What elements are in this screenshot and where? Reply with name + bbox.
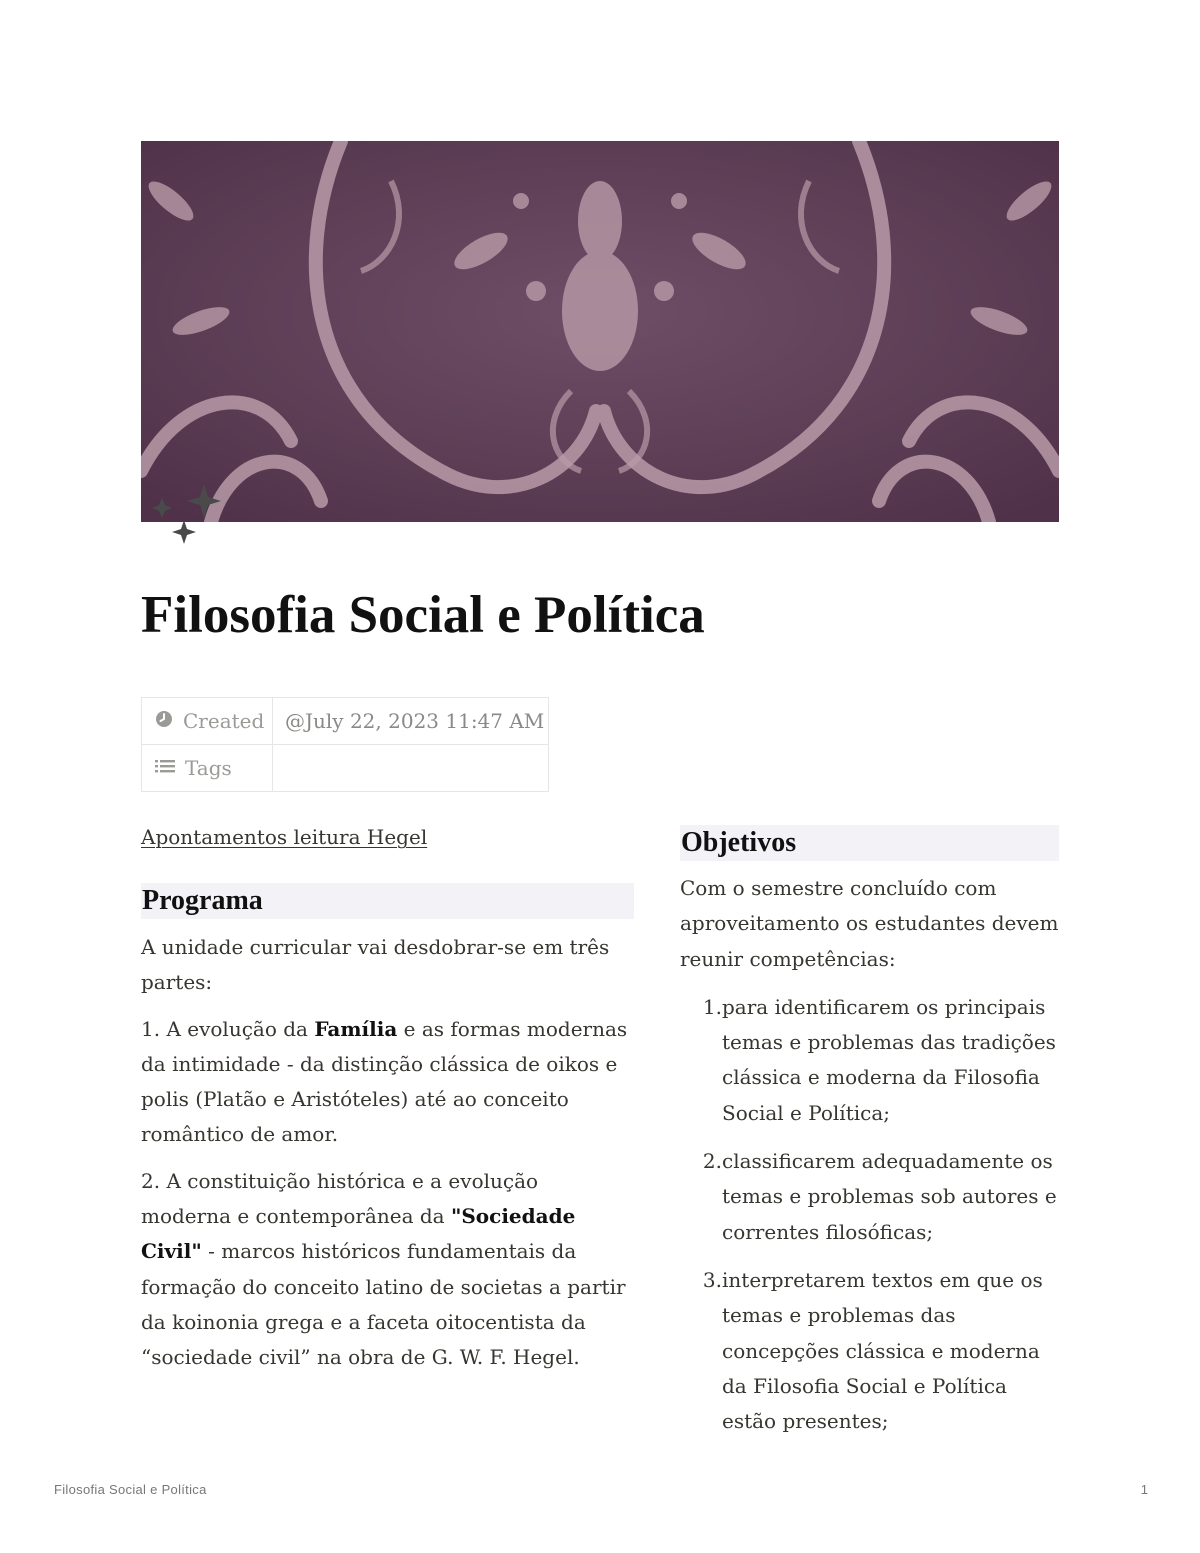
sparkles-icon[interactable] xyxy=(148,484,224,548)
item-emphasis: "Sociedade Civil" xyxy=(141,1204,576,1264)
list-number: 3. xyxy=(702,1267,722,1292)
tags-value-cell[interactable] xyxy=(273,745,549,792)
property-label-cell xyxy=(142,745,273,792)
property-row-created xyxy=(142,698,549,745)
objetivos-heading: Objetivos xyxy=(680,825,1059,861)
property-label: Tags xyxy=(185,756,232,780)
cover-image xyxy=(141,141,1059,522)
list-item xyxy=(680,1263,1059,1439)
property-value-cell[interactable] xyxy=(273,698,549,745)
page-title: Filosofia Social e Política xyxy=(141,586,705,644)
hegel-notes-link[interactable]: Apontamentos leitura Hegel xyxy=(141,825,428,849)
list-number: 1. xyxy=(702,994,722,1019)
list-item xyxy=(680,1144,1059,1250)
property-row-tags xyxy=(142,745,549,792)
property-label: Created xyxy=(183,709,265,733)
clock-icon xyxy=(154,709,174,734)
item-emphasis: Família xyxy=(314,1016,398,1041)
footer-title: Filosofia Social e Política xyxy=(54,1482,207,1497)
list-number: 2. xyxy=(702,1149,722,1174)
page-number: 1 xyxy=(1140,1482,1148,1497)
properties-table xyxy=(141,697,549,792)
list-icon xyxy=(154,756,176,781)
objetivos-list xyxy=(680,990,1059,1440)
programa-intro: A unidade curricular vai desdobrar-se em três partes: xyxy=(141,935,610,995)
item-text: - marcos históricos fundamentais da formação do conceito latino de societas a partir da koinonia grega e a faceta oitocentista da “sociedade civil” na obra de G. W. F. Hegel. xyxy=(141,1239,626,1370)
list-item xyxy=(680,990,1059,1131)
objetivos-intro: Com o semestre concluído com aproveitamento os estudantes devem reunir competências: xyxy=(680,876,1059,971)
item-text: e as formas modernas da intimidade - da distinção clássica de oikos e polis (Platão e Aristóteles) até ao conceito romântico de amor. xyxy=(141,1016,628,1147)
list-item-text: classificarem adequadamente os temas e problemas sob autores e correntes filosóficas; xyxy=(722,1149,1057,1244)
list-item-text: para identificarem os principais temas e problemas das tradições clássica e moderna da Filosofia Social e Política; xyxy=(722,994,1056,1125)
programa-heading: Programa xyxy=(141,883,634,919)
programa-item-2 xyxy=(141,1164,634,1376)
programa-item-1 xyxy=(141,1012,634,1153)
property-label-cell xyxy=(142,698,273,745)
left-column xyxy=(141,822,634,1376)
created-date-value: @July 22, 2023 11:47 AM xyxy=(285,709,545,733)
item-text: 1. A evolução da xyxy=(141,1016,315,1041)
right-column xyxy=(680,825,1059,1452)
item-text: 2. A constituição histórica e a evolução moderna e contemporânea da xyxy=(141,1168,539,1229)
list-item-text: interpretarem textos em que os temas e problemas das concepções clássica e moderna da Filosofia Social e Política estão presentes; xyxy=(722,1267,1043,1434)
